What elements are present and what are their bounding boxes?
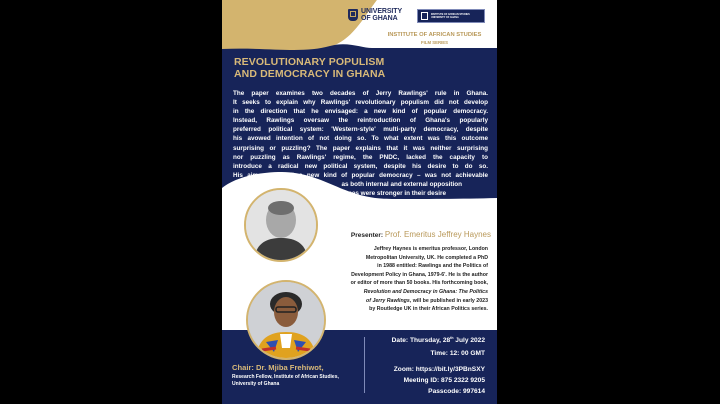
logo-institute-line2: UNIVERSITY OF GHANA <box>431 16 459 19</box>
abstract-line: nor puzzling as Rawlings' regime, the PNDC, lacked the capacity to <box>233 153 488 161</box>
bio-line: in 1988 entitled: Rawlings and the Politics of <box>377 263 488 270</box>
abstract-line: as both internal and external opposition <box>341 180 462 188</box>
presenter-portrait-icon <box>246 190 316 260</box>
bio-line: by Routledge UK in their African Politics series. <box>369 306 488 313</box>
title-line-2: AND DEMOCRACY IN GHANA <box>234 68 386 80</box>
institute-logo-icon <box>421 12 428 20</box>
bio-line: Jeffrey Haynes is emeritus professor, London <box>373 246 488 252</box>
abstract-line: preferred political system: 'Western-style' multi-party democracy, despite <box>233 126 488 134</box>
logo-university-line2: OF GHANA <box>361 15 398 22</box>
meeting-id: Meeting ID: 875 2322 9205 <box>403 377 485 384</box>
bio-line: Development Policy in Ghana, 1979-6'. He is the author <box>351 271 488 278</box>
event-poster <box>222 0 497 404</box>
bio-line: or editor of more than 50 books. His forthcoming book, <box>350 280 488 287</box>
chair-name: Chair: Dr. Mjiba Frehiwot, <box>232 363 324 372</box>
abstract-line: in the direction that he envisaged: a new kind of popular democracy. <box>233 108 488 116</box>
presenter-photo <box>244 188 318 262</box>
abstract-line: It seeks to explain why Rawlings' revolutionary populism did not develop <box>233 99 488 107</box>
abstract-line: surprising or puzzling? The paper explains that it was neither surprising <box>233 144 488 152</box>
book-title-line-1: Revolution and Democracy in Ghana: The Politics <box>363 288 488 295</box>
zoom-link[interactable]: Zoom: https://bit.ly/3PBnSXY <box>393 366 485 373</box>
presenter-heading <box>321 230 491 239</box>
presenter-label: Presenter: <box>350 232 384 239</box>
poster-title <box>234 56 385 80</box>
logo-university-line1: UNIVERSITY <box>361 8 403 15</box>
chair-portrait-icon <box>248 282 324 358</box>
event-date-prefix: Date: Thursday, 28 <box>391 337 451 345</box>
abstract-line: Instead, Rawlings oversaw the reintroduction of Ghana's popularly <box>233 117 488 125</box>
event-date <box>392 336 485 344</box>
passcode: Passcode: 997614 <box>428 388 485 395</box>
logo-institute-line1: INSTITUTE OF AFRICAN STUDIES <box>431 13 470 16</box>
abstract-line: for multi-party democracy and a <box>361 199 458 207</box>
bio-line: Metropolitan University, UK. He completed a PhD <box>365 254 488 261</box>
title-line-1: REVOLUTIONARY POPULISM <box>234 56 385 68</box>
chair-affiliation: University of Ghana <box>232 381 280 387</box>
abstract-line: neo-liberal economic system. <box>397 208 486 216</box>
abstract-line: forces were stronger in their desire <box>339 190 446 198</box>
abstract-line: his avowed intention of not doing so. To what extent was this outcome <box>233 135 488 143</box>
presenter-bio <box>320 245 488 314</box>
bio-line: , will be published in early 2023 <box>409 297 488 304</box>
chair-photo <box>246 280 326 360</box>
event-time: Time: 12: 00 GMT <box>430 350 485 357</box>
event-date-month: July 2022 <box>453 337 485 345</box>
presenter-name: Prof. Emeritus Jeffrey Haynes <box>384 230 491 239</box>
institute-of-african-studies-logo <box>417 9 485 23</box>
abstract-line: His aim – to craft a new kind of popular democracy – was not achievable <box>233 171 488 179</box>
panel-divider <box>364 337 365 393</box>
series-institute: INSTITUTE OF AFRICAN STUDIES <box>387 32 482 38</box>
abstract-line: introduce a radical new political system, despite his desire to do so. <box>233 162 488 170</box>
university-of-ghana-logo <box>348 8 402 22</box>
event-date-suffix-sup: th <box>450 336 454 340</box>
book-title-line-2: of Jerry Rawlings <box>366 297 410 304</box>
series-name: FILM SERIES <box>421 40 448 45</box>
chair-role: Research Fellow, Institute of African Studies, <box>232 374 339 380</box>
crest-icon <box>348 9 358 21</box>
abstract-line: The paper examines two decades of Jerry Rawlings' rule in Ghana. <box>233 90 488 97</box>
